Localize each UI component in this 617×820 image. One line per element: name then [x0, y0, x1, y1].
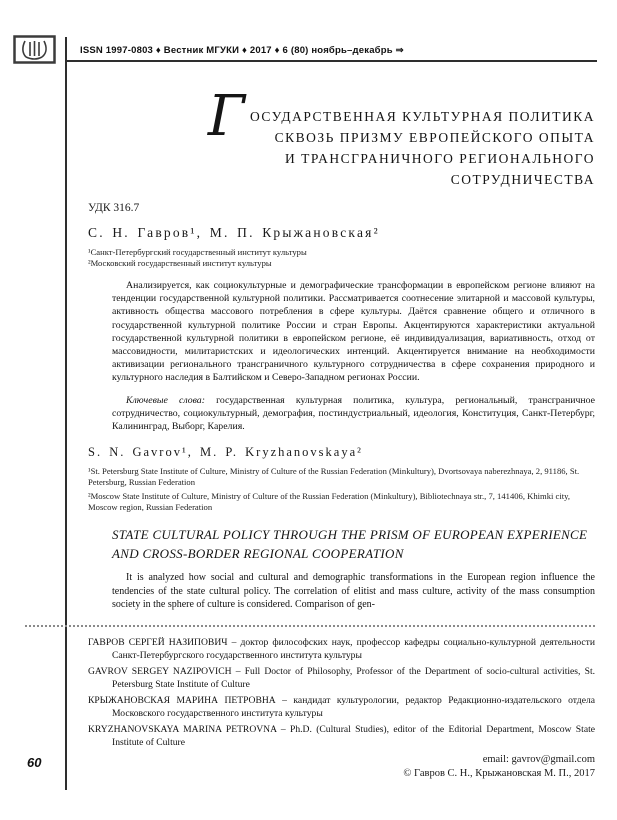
- header-horizontal-rule: [65, 60, 597, 62]
- bio-text: – Ph.D. (Cultural Studies), editor of the Editorial Department, Moscow State Institute of Culture: [112, 724, 595, 748]
- affiliation-en: ²Moscow State Institute of Culture, Ministry of Culture of the Russian Federation (Minkultury), Bibliotechnaya str., 7, 141406, Khimki city, Moscow region, Russian Federation: [88, 491, 571, 513]
- page-number: 60: [27, 755, 42, 770]
- title-line: [88, 148, 595, 169]
- bio-name: ГАВРОВ СЕРГЕЙ НАЗИПОВИЧ: [88, 637, 228, 649]
- keywords-label: Ключевые слова:: [126, 394, 205, 406]
- abstract-en: It is analyzed how social and cultural and demographic transformations in the European region influence the tendencies of the state cultural policy. The correlation of elitist and mass culture, activity of the mass consumption society in the sphere of culture is considered. Comparison of gen-: [112, 572, 595, 611]
- bio-entry: [88, 695, 595, 720]
- affiliations-ru: [88, 247, 595, 269]
- footer-email: email: gavrov@gmail.com: [482, 754, 595, 766]
- bio-text: – Full Doctor of Philosophy, Professor of the Department of socio-cultural activities, St. Petersburg State Institute of Culture: [112, 666, 596, 690]
- title-en: STATE CULTURAL POLICY THROUGH THE PRISM OF EUROPEAN EXPERIENCE AND CROSS-BORDER REGIONAL COOPERATION: [112, 527, 588, 562]
- title-line-text: ОСУДАРСТВЕННАЯ КУЛЬТУРНАЯ ПОЛИТИКА: [249, 109, 595, 124]
- bio-name: KRYZHANOVSKAYA MARINA PETROVNA: [88, 724, 277, 736]
- affiliation-ru: ¹Санкт-Петербургский государственный институт культуры: [88, 247, 307, 257]
- footer-copyright: © Гавров С. Н., Крыжановская М. П., 2017: [403, 768, 595, 780]
- bio-text: – доктор философских наук, профессор кафедры социально-культурной деятельности Санкт-Петербургского государственного института культуры: [112, 637, 595, 661]
- running-head: ISSN 1997-0803 ♦ Вестник МГУКИ ♦ 2017 ♦ 6 (80) ноябрь–декабрь ⇒: [80, 45, 404, 56]
- author-bios: [88, 637, 595, 749]
- bio-entry: [88, 724, 595, 749]
- bio-entry: [88, 666, 595, 691]
- keywords-text: государственная культурная политика, культура, региональный, трансграничное сотрудничество, социокультурный, демография, постиндустриальный, идеология, Конституция, Санкт-Петербург, Калининград, Выборг, Карелия.: [112, 394, 595, 433]
- udk-number: УДК 316.7: [88, 202, 140, 214]
- bio-entry: [88, 637, 595, 662]
- title-line-text: И ТРАНСГРАНИЧНОГО РЕГИОНАЛЬНОГО: [284, 151, 595, 166]
- abstract-ru: Анализируется, как социокультурные и демографические трансформации в европейском регионе влияют на тенденции государственной культурной политики. Рассматривается соотнесение элитарной и массовой культуры, активность общества массового потребления в сфере культуры. Даётся сравнение общего и отличного в государственной культурной политике России и стран Европы. Акцентируются характеристики актуальной государственной культурной политики в европейском регионе, её индивидуализация, вариативность, отход от массовидности, милитаристских и идеологических интенций. Акцентируется внимание на необходимости активизации регионального трансграничного культурного сотрудничества в сфере сохранения природного и культурного наследия в Балтийском и Северо-Западном регионах России.: [112, 280, 595, 384]
- lyre-icon: [13, 35, 56, 64]
- dotted-divider: [25, 625, 595, 627]
- affiliation-en: ¹St. Petersburg State Institute of Culture, Ministry of Culture of the Russian Federation (Minkultury), Dvortsovaya naberezhnaya, 2, 91186, St. Petersburg, Russian Federation: [88, 466, 580, 488]
- affiliations-en: [88, 466, 595, 513]
- bio-text: – кандидат культурологии, редактор Редакционно-издательского отдела Московского государственного института культуры: [112, 695, 595, 719]
- bio-name: КРЫЖАНОВСКАЯ МАРИНА ПЕТРОВНА: [88, 695, 276, 707]
- title-line-text: СОТРУДНИЧЕСТВА: [450, 172, 595, 187]
- bio-name: GAVROV SERGEY NAZIPOVICH: [88, 666, 232, 678]
- journal-logo: [13, 35, 56, 64]
- authors-en: S. N. Gavrov¹, M. P. Kryzhanovskaya²: [88, 445, 363, 460]
- article-content: [88, 84, 596, 781]
- footer-block: [88, 753, 595, 781]
- title-line-text: СКВОЗЬ ПРИЗМУ ЕВРОПЕЙСКОГО ОПЫТА: [274, 130, 595, 145]
- title-line: [88, 169, 595, 190]
- left-vertical-rule: [65, 37, 67, 790]
- affiliation-ru: ²Московский государственный институт культуры: [88, 258, 272, 268]
- title-line: [88, 127, 595, 148]
- authors-ru: С. Н. Гавров¹, М. П. Крыжановская²: [88, 225, 380, 240]
- article-title: [88, 84, 595, 190]
- keywords: [88, 394, 595, 434]
- title-dropcap: Г: [207, 84, 245, 149]
